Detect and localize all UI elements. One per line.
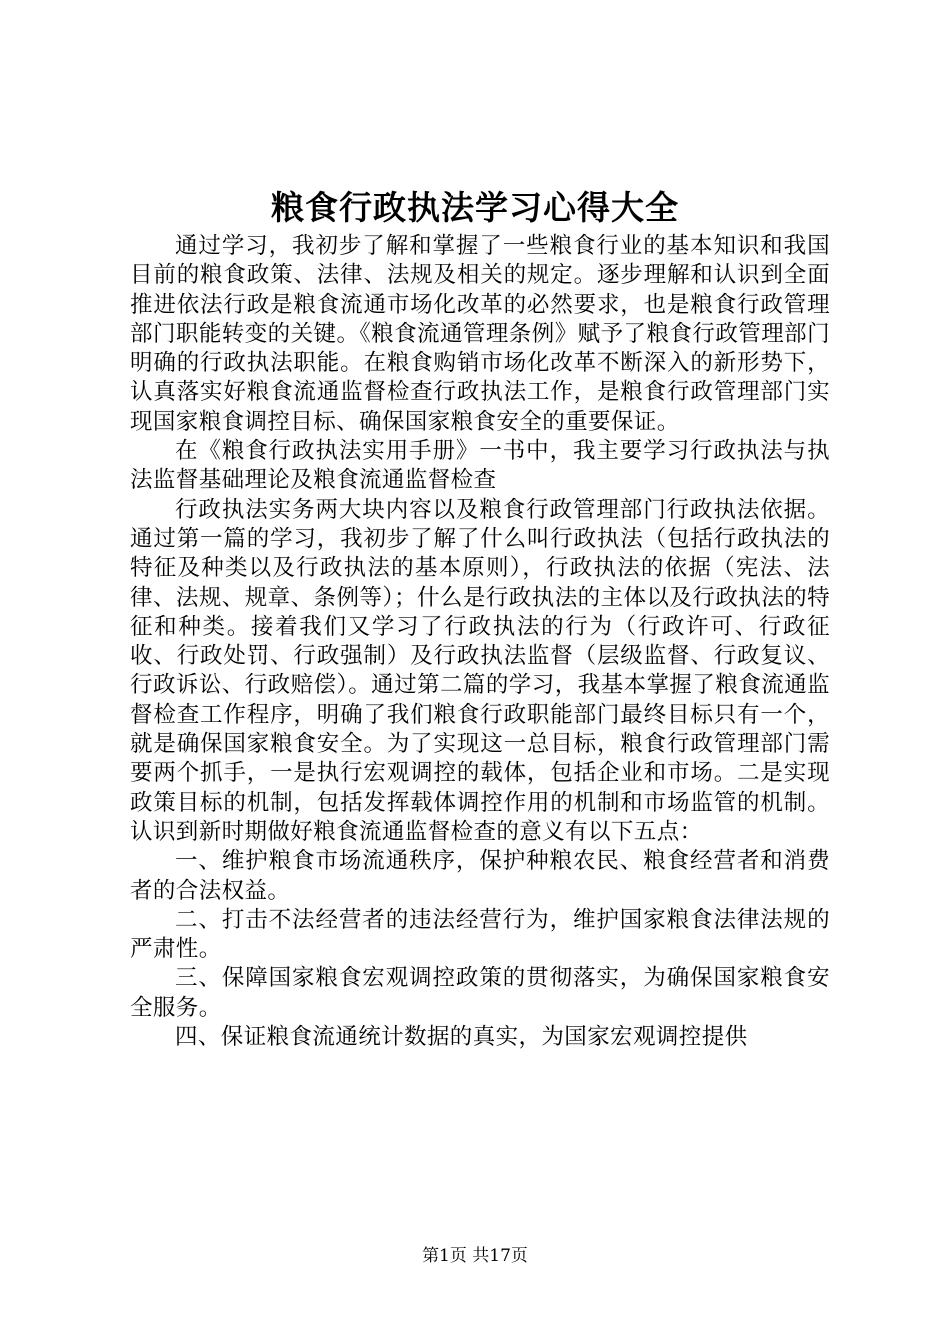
paragraph-5: 二、打击不法经营者的违法经营行为，维护国家粮食法律法规的严肃性。 [130, 906, 830, 963]
paragraph-2: 在《粮食行政执法实用手册》一书中，我主要学习行政执法与执法监督基础理论及粮食流通监督检查 [130, 438, 830, 494]
page-footer: 第1页 共17页 [422, 1246, 528, 1266]
document-body [130, 232, 830, 1052]
paragraph-6: 三、保障国家粮食宏观调控政策的贯彻落实，为确保国家粮食安全服务。 [130, 965, 830, 1021]
paragraph-4: 一、维护粮食市场流通秩序，保护种粮农民、粮食经营者和消费者的合法权益。 [130, 848, 830, 904]
paragraph-3: 行政执法实务两大块内容以及粮食行政管理部门行政执法依据。通过第一篇的学习，我初步了解了什么叫行政执法（包括行政执法的特征及种类以及行政执法的基本原则），行政执法的依据（宪法、法律、法规、规章、条例等）；什么是行政执法的主体以及行政执法的特征和种类。接着我们又学习了行政执法的行为（行政许可、行政征收、行政处罚、行政强制）及行政执法监督（层级监督、行政复议、行政诉讼、行政赔偿）。通过第二篇的学习，我基本掌握了粮食流通监督检查工作程序，明确了我们粮食行政职能部门最终目标只有一个，就是确保国家粮食安全。为了实现这一总目标，粮食行政管理部门需要两个抓手，一是执行宏观调控的载体，包括企业和市场。二是实现政策目标的机制，包括发挥载体调控作用的机制和市场监管的机制。认识到新时期做好粮食流通监督检查的意义有以下五点： [130, 496, 830, 845]
paragraph-7: 四、保证粮食流通统计数据的真实，为国家宏观调控提供 [175, 1024, 748, 1051]
document-title: 粮食行政执法学习心得大全 [271, 188, 679, 227]
paragraph-1: 通过学习，我初步了解和掌握了一些粮食行业的基本知识和我国目前的粮食政策、法律、法规及相关的规定。逐步理解和认识到全面推进依法行政是粮食流通市场化改革的必然要求，也是粮食行政管理部门职能转变的关键。《粮食流通管理条例》赋予了粮食行政管理部门明确的行政执法职能。在粮食购销市场化改革不断深入的新形势下，认真落实好粮食流通监督检查行政执法工作，是粮食行政管理部门实现国家粮食调控目标、确保国家粮食安全的重要保证。 [130, 233, 830, 435]
